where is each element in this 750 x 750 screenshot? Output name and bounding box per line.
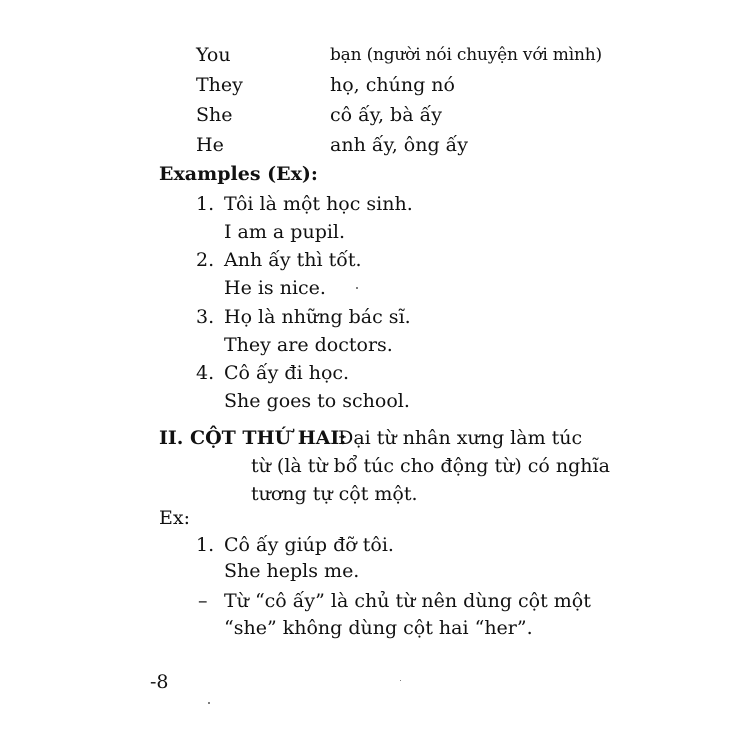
pronoun-vietnamese: cô ấy, bà ấy bbox=[330, 104, 442, 126]
example-english: They are doctors. bbox=[224, 334, 393, 356]
scan-speck bbox=[356, 287, 358, 289]
pronoun-english: She bbox=[196, 104, 233, 126]
pronoun-vietnamese: họ, chúng nó bbox=[330, 74, 455, 96]
examples-heading: Examples (Ex): bbox=[159, 163, 318, 185]
example-number: 4. bbox=[196, 362, 215, 384]
example-vietnamese: Cô ấy đi học. bbox=[224, 362, 350, 384]
section-two-text: Đại từ nhân xưng làm túc bbox=[338, 427, 583, 449]
note-dash: – bbox=[198, 590, 208, 612]
scan-speck bbox=[400, 680, 401, 681]
page-number: -8 bbox=[150, 671, 169, 693]
example-english: I am a pupil. bbox=[224, 221, 346, 243]
pronoun-vietnamese: anh ấy, ông ấy bbox=[330, 134, 469, 156]
example-vietnamese: Họ là những bác sĩ. bbox=[224, 306, 411, 328]
scan-speck bbox=[208, 702, 210, 704]
ex-label: Ex: bbox=[159, 507, 190, 529]
example-english: She hepls me. bbox=[224, 560, 360, 582]
note-text: “she” không dùng cột hai “her”. bbox=[224, 617, 533, 639]
section-two-text: tương tự cột một. bbox=[251, 483, 418, 505]
example-vietnamese: Cô ấy giúp đỡ tôi. bbox=[224, 534, 394, 556]
example-number: 3. bbox=[196, 306, 215, 328]
example-vietnamese: Anh ấy thì tốt. bbox=[224, 249, 362, 271]
note-text: Từ “cô ấy” là chủ từ nên dùng cột một bbox=[224, 590, 591, 612]
example-english: She goes to school. bbox=[224, 390, 410, 412]
example-number: 1. bbox=[196, 534, 215, 556]
pronoun-english: You bbox=[196, 44, 231, 66]
section-two-heading: II. CỘT THỨ HAI: bbox=[159, 427, 347, 449]
pronoun-vietnamese: bạn (người nói chuyện với mình) bbox=[330, 45, 602, 65]
pronoun-english: They bbox=[196, 74, 243, 96]
example-number: 1. bbox=[196, 193, 215, 215]
section-two-text: từ (là từ bổ túc cho động từ) có nghĩa bbox=[251, 455, 610, 477]
example-vietnamese: Tôi là một học sinh. bbox=[224, 193, 413, 215]
example-number: 2. bbox=[196, 249, 215, 271]
example-english: He is nice. bbox=[224, 277, 326, 299]
pronoun-english: He bbox=[196, 134, 224, 156]
